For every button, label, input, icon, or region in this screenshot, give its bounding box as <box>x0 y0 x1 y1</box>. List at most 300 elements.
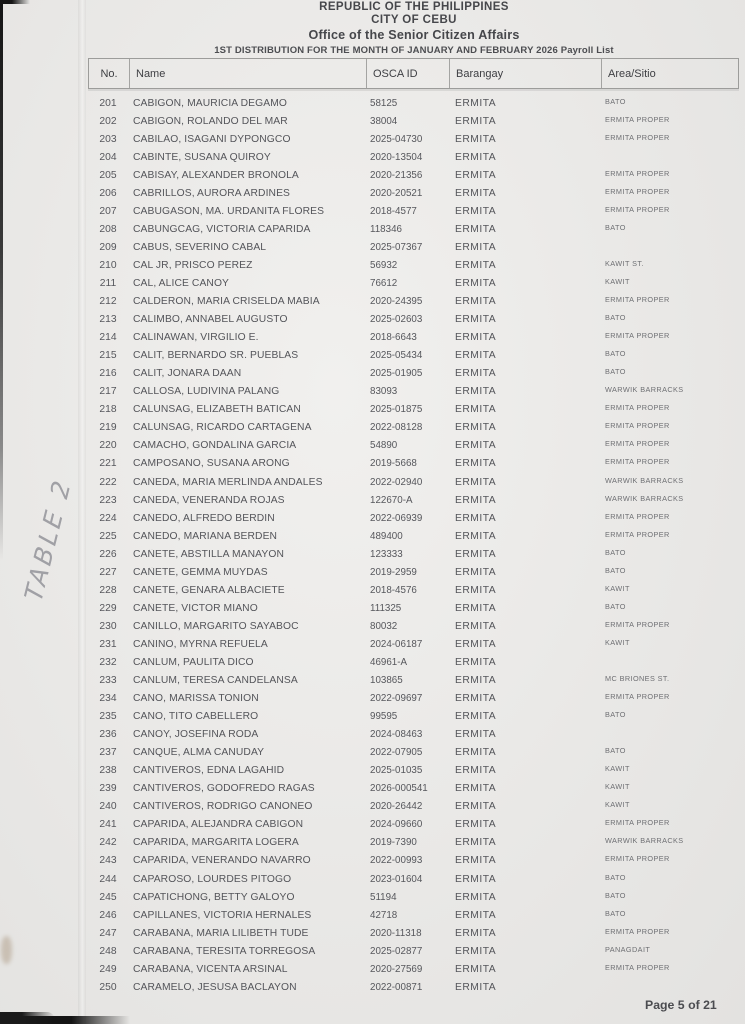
row-barangay: ERMITA <box>455 277 497 289</box>
row-number: 209 <box>99 241 117 253</box>
row-osca-id: 2022-02940 <box>370 476 423 488</box>
table-row <box>88 473 739 491</box>
row-area-sitio: KAWIT <box>605 583 630 593</box>
row-barangay: ERMITA <box>455 729 497 741</box>
row-barangay: ERMITA <box>455 115 497 127</box>
row-name: CARABAÑA, MARIA LILIBETH TUDE <box>133 927 309 939</box>
row-name: CARABAÑA, VICENTA ARSINAL <box>133 963 288 975</box>
row-name: CALIT, JONARA DAAN <box>133 368 242 380</box>
row-number: 248 <box>99 945 117 957</box>
row-osca-id: 2025-01905 <box>370 368 423 380</box>
row-area-sitio: ERMITA PROPER <box>605 529 670 539</box>
row-name: CAÑINO, MYRNA REFUELA <box>133 638 268 650</box>
row-name: CAMACHO, GONDALINA GARCIA <box>133 440 297 452</box>
row-osca-id: 2022-09697 <box>370 693 423 705</box>
row-barangay: ERMITA <box>455 422 497 434</box>
scan-edge-artifact-top <box>0 0 30 4</box>
row-area-sitio: KAWIT ST. <box>605 258 644 268</box>
table-row <box>88 491 739 509</box>
row-osca-id: 54890 <box>370 440 398 452</box>
row-osca-id: 2025-02877 <box>370 945 423 957</box>
table-row <box>88 256 739 274</box>
distribution-subtitle: 1ST DISTRIBUTION FOR THE MONTH OF JANUARY AND FEBRUARY 2026 Payroll List <box>214 45 614 56</box>
row-number: 242 <box>99 837 117 849</box>
row-name: CANTIVEROS, RODRIGO CAÑONEO <box>133 801 313 813</box>
row-osca-id: 118346 <box>370 223 402 235</box>
row-barangay: ERMITA <box>455 332 497 344</box>
row-osca-id: 2022-06939 <box>370 512 423 524</box>
row-area-sitio: ERMITA PROPER <box>605 926 670 936</box>
row-barangay: ERMITA <box>455 819 497 831</box>
row-number: 216 <box>99 368 117 380</box>
row-barangay: ERMITA <box>455 440 497 452</box>
row-area-sitio: MC BRIONES ST. <box>605 674 670 684</box>
row-barangay: ERMITA <box>455 314 497 326</box>
row-area-sitio: ERMITA PROPER <box>605 114 670 124</box>
row-name: CABUGASON, MA. URDANITA FLORES <box>133 205 325 217</box>
scan-edge-artifact-bottom-corner <box>0 1012 55 1024</box>
row-name: CANLUM, PAULITA DICO <box>133 656 254 668</box>
row-osca-id: 122670-A <box>370 494 413 506</box>
row-area-sitio: ERMITA PROPER <box>605 186 670 196</box>
row-osca-id: 2022-00871 <box>370 981 423 993</box>
row-name: CALINAWAN, VIRGILIO E. <box>133 332 259 344</box>
row-osca-id: 58125 <box>370 97 398 109</box>
table-row <box>88 329 739 347</box>
row-osca-id: 2020-11318 <box>370 927 422 939</box>
row-barangay: ERMITA <box>455 494 497 506</box>
row-area-sitio: BATO <box>605 565 626 575</box>
row-number: 246 <box>99 909 117 921</box>
row-barangay: ERMITA <box>455 945 497 957</box>
row-number: 238 <box>99 765 117 777</box>
row-osca-id: 111325 <box>370 602 402 614</box>
row-osca-id: 51194 <box>370 891 397 903</box>
row-osca-id: 80032 <box>370 620 398 632</box>
row-name: CANTIVEROS, GODOFREDO RAGAS <box>133 783 315 795</box>
row-number: 204 <box>99 151 117 163</box>
row-barangay: ERMITA <box>455 512 497 524</box>
row-name: CANQUE, ALMA CANUDAY <box>133 747 265 759</box>
row-barangay: ERMITA <box>455 259 497 271</box>
paper-crease <box>78 0 86 1024</box>
row-area-sitio: WARWIK BARRACKS <box>605 836 684 846</box>
row-osca-id: 2020-24395 <box>370 296 423 308</box>
row-barangay: ERMITA <box>455 783 497 795</box>
row-barangay: ERMITA <box>455 747 497 759</box>
row-name: CAPARIDA, ALEJANDRA CABIGON <box>133 819 304 831</box>
table-row <box>88 293 739 311</box>
row-osca-id: 2024-06187 <box>370 638 423 650</box>
row-osca-id: 2024-09660 <box>370 819 423 831</box>
row-barangay: ERMITA <box>455 584 497 596</box>
row-osca-id: 489400 <box>370 530 403 542</box>
row-name: CAPATICHONG, BETTY GALOYO <box>133 891 295 903</box>
row-number: 247 <box>99 927 117 939</box>
row-area-sitio: BATO <box>605 746 626 756</box>
table-row <box>88 708 739 726</box>
row-number: 240 <box>99 801 117 813</box>
row-osca-id: 123333 <box>370 548 403 560</box>
row-number: 234 <box>99 693 117 705</box>
row-osca-id: 2026-000541 <box>370 783 428 795</box>
row-barangay: ERMITA <box>455 241 497 253</box>
row-name: CAMPOSANO, SUSANA ARONG <box>133 458 290 470</box>
row-name: CAPARIDA, VENERANDO NAVARRO <box>133 855 311 867</box>
row-number: 231 <box>99 638 117 650</box>
table-row <box>88 672 739 690</box>
table-row <box>88 942 739 960</box>
row-area-sitio: KAWIT <box>605 800 630 810</box>
row-barangay: ERMITA <box>455 927 497 939</box>
row-osca-id: 2020-21356 <box>370 169 423 181</box>
row-barangay: ERMITA <box>455 765 497 777</box>
row-name: CAPILLAÑES, VICTORIA HERNALES <box>133 909 312 921</box>
column-header-no: No. <box>100 67 118 80</box>
row-barangay: ERMITA <box>455 638 497 650</box>
row-osca-id: 2018-4577 <box>370 205 417 217</box>
row-barangay: ERMITA <box>455 350 497 362</box>
row-barangay: ERMITA <box>455 97 497 109</box>
row-number: 225 <box>99 530 117 542</box>
row-area-sitio: KAWIT <box>605 637 630 647</box>
row-name: CANO, MARISSA TONION <box>133 693 259 705</box>
row-number: 241 <box>99 819 117 831</box>
row-number: 239 <box>99 783 117 795</box>
row-number: 219 <box>99 422 117 434</box>
row-number: 224 <box>99 512 117 524</box>
column-header-osca-id: OSCA ID <box>366 59 449 88</box>
row-area-sitio: ERMITA PROPER <box>605 403 670 413</box>
row-area-sitio: WARWIK BARRACKS <box>605 493 684 503</box>
row-number: 249 <box>99 963 117 975</box>
row-name: CAÑETE, ABSTILLA MANAYON <box>133 548 284 560</box>
row-name: CANOY, JOSEFINA RODA <box>133 729 259 741</box>
row-barangay: ERMITA <box>455 837 497 849</box>
row-number: 226 <box>99 548 117 560</box>
table-row <box>88 238 739 256</box>
row-name: CABINTE, SUSANA QUIROY <box>133 151 271 163</box>
row-number: 202 <box>99 115 117 127</box>
row-osca-id: 2023-01604 <box>370 873 423 885</box>
row-name: CARABAÑA, TERESITA TORREGOSA <box>133 945 316 957</box>
row-name: CABUS, SEVERINO CABAL <box>133 241 267 253</box>
row-barangay: ERMITA <box>455 133 497 145</box>
table-row <box>88 311 739 329</box>
row-osca-id: 2019-5668 <box>370 458 417 470</box>
row-name: CALUNSAG, RICARDO CARTAGENA <box>133 422 312 434</box>
row-name: CAPAROSO, LOURDES PITOGO <box>133 873 292 885</box>
row-barangay: ERMITA <box>455 855 497 867</box>
row-area-sitio: BATO <box>605 710 626 720</box>
table-row <box>88 202 739 220</box>
row-name: CAÑEDO, MARIANA BERDEN <box>133 530 278 542</box>
row-osca-id: 2025-05434 <box>370 350 423 362</box>
handwritten-table-label: TABLE 2 <box>19 474 77 605</box>
row-osca-id: 76612 <box>370 277 398 289</box>
row-barangay: ERMITA <box>455 368 497 380</box>
row-name: CABUNGCAG, VICTORIA CAPARIDA <box>133 223 311 235</box>
row-barangay: ERMITA <box>455 205 497 217</box>
table-row <box>88 635 739 653</box>
row-area-sitio: ERMITA PROPER <box>605 818 670 828</box>
row-osca-id: 2022-08128 <box>370 422 423 434</box>
table-row <box>88 545 739 563</box>
row-name: CABRILLOS, AURORA ARDINES <box>133 187 291 199</box>
row-name: CALLOSA, LUDIVINA PALANG <box>133 386 280 398</box>
row-name: CALDERON, MARIA CRISELDA MABIA <box>133 296 320 308</box>
office-title: Office of the Senior Citizen Affairs <box>308 28 520 42</box>
row-osca-id: 103865 <box>370 675 403 687</box>
row-name: CABISAY, ALEXANDER BROÑOLA <box>133 169 299 181</box>
paper-smudge <box>1 936 12 964</box>
row-number: 236 <box>99 729 117 741</box>
row-osca-id: 2018-6643 <box>370 332 417 344</box>
row-osca-id: 2025-01035 <box>370 765 423 777</box>
city-title: CITY OF CEBU <box>371 14 457 26</box>
row-number: 250 <box>99 981 117 993</box>
row-number: 237 <box>99 747 117 759</box>
row-area-sitio: ERMITA PROPER <box>605 331 670 341</box>
row-number: 213 <box>99 314 117 326</box>
row-name: CAÑETE, VICTOR MIANO <box>133 602 258 614</box>
row-number: 218 <box>99 404 117 416</box>
row-barangay: ERMITA <box>455 169 497 181</box>
table-row <box>88 563 739 581</box>
table-row <box>88 960 739 978</box>
table-row <box>88 581 739 599</box>
scan-edge-artifact-left <box>0 0 3 560</box>
table-row <box>88 220 739 238</box>
row-barangay: ERMITA <box>455 656 497 668</box>
table-row <box>88 599 739 617</box>
row-number: 217 <box>99 386 117 398</box>
row-barangay: ERMITA <box>455 801 497 813</box>
table-row <box>88 401 739 419</box>
row-area-sitio: BATO <box>605 908 626 918</box>
row-area-sitio: ERMITA PROPER <box>605 692 670 702</box>
row-area-sitio: BATO <box>605 349 626 359</box>
republic-title: REPUBLIC OF THE PHILIPPINES <box>319 1 509 13</box>
row-osca-id: 2018-4576 <box>370 584 417 596</box>
row-area-sitio: WARWIK BARRACKS <box>605 475 684 485</box>
row-area-sitio: KAWIT <box>605 276 630 286</box>
table-row <box>88 274 739 292</box>
row-barangay: ERMITA <box>455 711 497 723</box>
row-number: 210 <box>99 259 117 271</box>
row-area-sitio: BATO <box>605 547 626 557</box>
row-number: 227 <box>99 566 117 578</box>
row-area-sitio: ERMITA PROPER <box>605 421 670 431</box>
row-name: CABIGON, ROLANDO DEL MAR <box>133 115 288 127</box>
table-body <box>88 94 739 996</box>
table-row <box>88 527 739 545</box>
row-barangay: ERMITA <box>455 620 497 632</box>
row-number: 230 <box>99 620 117 632</box>
row-name: CALIT, BERNARDO SR. PUEBLAS <box>133 350 299 362</box>
row-number: 214 <box>99 332 117 344</box>
row-osca-id: 46961-A <box>370 656 408 668</box>
row-area-sitio: ERMITA PROPER <box>605 854 670 864</box>
column-header-barangay: Barangay <box>449 59 601 88</box>
row-osca-id: 2025-07367 <box>370 241 423 253</box>
table-row <box>88 744 739 762</box>
row-osca-id: 42718 <box>370 909 398 921</box>
row-area-sitio: BATO <box>605 313 626 323</box>
row-number: 221 <box>99 458 117 470</box>
table-row <box>88 834 739 852</box>
row-area-sitio: KAWIT <box>605 764 630 774</box>
table-row <box>88 870 739 888</box>
row-name: CABIGON, MAURICIA DEGAMO <box>133 97 288 109</box>
row-name: CAÑETE, GENARA ALBACIETE <box>133 584 285 596</box>
row-barangay: ERMITA <box>455 675 497 687</box>
row-osca-id: 99595 <box>370 711 398 723</box>
row-name: CANTIVEROS, EDNA LAGAHID <box>133 765 285 777</box>
row-osca-id: 2022-07905 <box>370 747 423 759</box>
row-name: CAÑETE, GEMMA MUYDAS <box>133 566 268 578</box>
row-name: CAPARIDA, MARGARITA LOGERA <box>133 837 299 849</box>
row-area-sitio: KAWIT <box>605 782 630 792</box>
table-row <box>88 617 739 635</box>
row-number: 215 <box>99 350 117 362</box>
table-row <box>88 112 739 130</box>
row-number: 223 <box>99 494 117 506</box>
row-number: 245 <box>99 891 117 903</box>
row-barangay: ERMITA <box>455 891 497 903</box>
table-row <box>88 455 739 473</box>
row-number: 220 <box>99 440 117 452</box>
row-number: 203 <box>99 133 117 145</box>
table-header-row <box>88 58 739 89</box>
table-row <box>88 762 739 780</box>
row-barangay: ERMITA <box>455 566 497 578</box>
row-name: CARAMELO, JESUSA BACLAYON <box>133 981 297 993</box>
row-number: 201 <box>99 97 117 109</box>
row-name: CANO, TITO CABELLERO <box>133 711 259 723</box>
table-row <box>88 383 739 401</box>
page-number: Page 5 of 21 <box>645 998 717 1012</box>
row-name: CANLUM, TERESA CANDELANSA <box>133 675 298 687</box>
row-number: 212 <box>99 296 117 308</box>
row-name: CAÑEDA, MARIA MERLINDA ANDALES <box>133 476 323 488</box>
column-header-name: Name <box>129 59 366 88</box>
row-number: 228 <box>99 584 117 596</box>
row-osca-id: 2025-04730 <box>370 133 423 145</box>
row-osca-id: 38004 <box>370 115 398 127</box>
table-row <box>88 906 739 924</box>
table-row <box>88 130 739 148</box>
row-area-sitio: BATO <box>605 872 626 882</box>
table-row <box>88 653 739 671</box>
row-osca-id: 2019-2959 <box>370 566 417 578</box>
row-name: CAL, ALICE CANOY <box>133 277 230 289</box>
table-row <box>88 148 739 166</box>
row-barangay: ERMITA <box>455 693 497 705</box>
table-row <box>88 94 739 112</box>
row-name: CABILAO, ISAGANI DYPONGCO <box>133 133 291 145</box>
row-barangay: ERMITA <box>455 909 497 921</box>
row-barangay: ERMITA <box>455 602 497 614</box>
row-osca-id: 2020-26442 <box>370 801 423 813</box>
table-row <box>88 816 739 834</box>
row-area-sitio: ERMITA PROPER <box>605 457 670 467</box>
table-row <box>88 365 739 383</box>
row-area-sitio: ERMITA PROPER <box>605 295 670 305</box>
row-osca-id: 56932 <box>370 259 398 271</box>
row-osca-id: 2020-27569 <box>370 963 423 975</box>
row-area-sitio: ERMITA PROPER <box>605 619 670 629</box>
row-name: CALIMBO, ANNABEL AUGUSTO <box>133 314 288 326</box>
row-barangay: ERMITA <box>455 873 497 885</box>
column-header-area-sitio: Area/Sitio <box>601 59 738 88</box>
row-area-sitio: ERMITA PROPER <box>605 511 670 521</box>
row-area-sitio: ERMITA PROPER <box>605 439 670 449</box>
row-area-sitio: ERMITA PROPER <box>605 204 670 214</box>
row-area-sitio: ERMITA PROPER <box>605 168 670 178</box>
table-row <box>88 978 739 996</box>
row-osca-id: 2020-20521 <box>370 187 423 199</box>
row-number: 244 <box>99 873 117 885</box>
row-area-sitio: ERMITA PROPER <box>605 962 670 972</box>
table-row <box>88 690 739 708</box>
row-area-sitio: BATO <box>605 96 626 106</box>
row-number: 235 <box>99 711 117 723</box>
row-osca-id: 2024-08463 <box>370 729 423 741</box>
row-number: 208 <box>99 223 117 235</box>
table-row <box>88 437 739 455</box>
row-barangay: ERMITA <box>455 386 497 398</box>
row-name: CANILLO, MARGARITO SAYABOC <box>133 620 299 632</box>
row-barangay: ERMITA <box>455 223 497 235</box>
row-barangay: ERMITA <box>455 458 497 470</box>
row-barangay: ERMITA <box>455 187 497 199</box>
row-osca-id: 2020-13504 <box>370 151 423 163</box>
row-barangay: ERMITA <box>455 548 497 560</box>
row-barangay: ERMITA <box>455 404 497 416</box>
row-barangay: ERMITA <box>455 476 497 488</box>
row-name: CAL JR, PRISCO PEREZ <box>133 259 253 271</box>
document-header <box>88 1 740 56</box>
row-area-sitio: PANAGDAIT <box>605 944 651 954</box>
row-osca-id: 2025-01875 <box>370 404 423 416</box>
row-area-sitio: BATO <box>605 222 626 232</box>
row-osca-id: 2025-02603 <box>370 314 423 326</box>
row-area-sitio: WARWIK BARRACKS <box>605 385 684 395</box>
row-area-sitio: BATO <box>605 890 626 900</box>
row-barangay: ERMITA <box>455 981 497 993</box>
table-row <box>88 924 739 942</box>
table-row <box>88 852 739 870</box>
table-row <box>88 419 739 437</box>
row-osca-id: 2022-00993 <box>370 855 423 867</box>
row-barangay: ERMITA <box>455 530 497 542</box>
row-number: 243 <box>99 855 117 867</box>
row-number: 232 <box>99 656 117 668</box>
row-name: CALUNSAG, ELIZABETH BATICAN <box>133 404 301 416</box>
table-row <box>88 888 739 906</box>
row-osca-id: 83093 <box>370 386 398 398</box>
row-area-sitio: BATO <box>605 367 626 377</box>
table-row <box>88 798 739 816</box>
table-row <box>88 780 739 798</box>
table-row <box>88 347 739 365</box>
row-number: 229 <box>99 602 117 614</box>
row-barangay: ERMITA <box>455 296 497 308</box>
row-number: 207 <box>99 205 117 217</box>
row-name: CAÑEDO, ALFREDO BERDIN <box>133 512 275 524</box>
row-number: 222 <box>99 476 117 488</box>
